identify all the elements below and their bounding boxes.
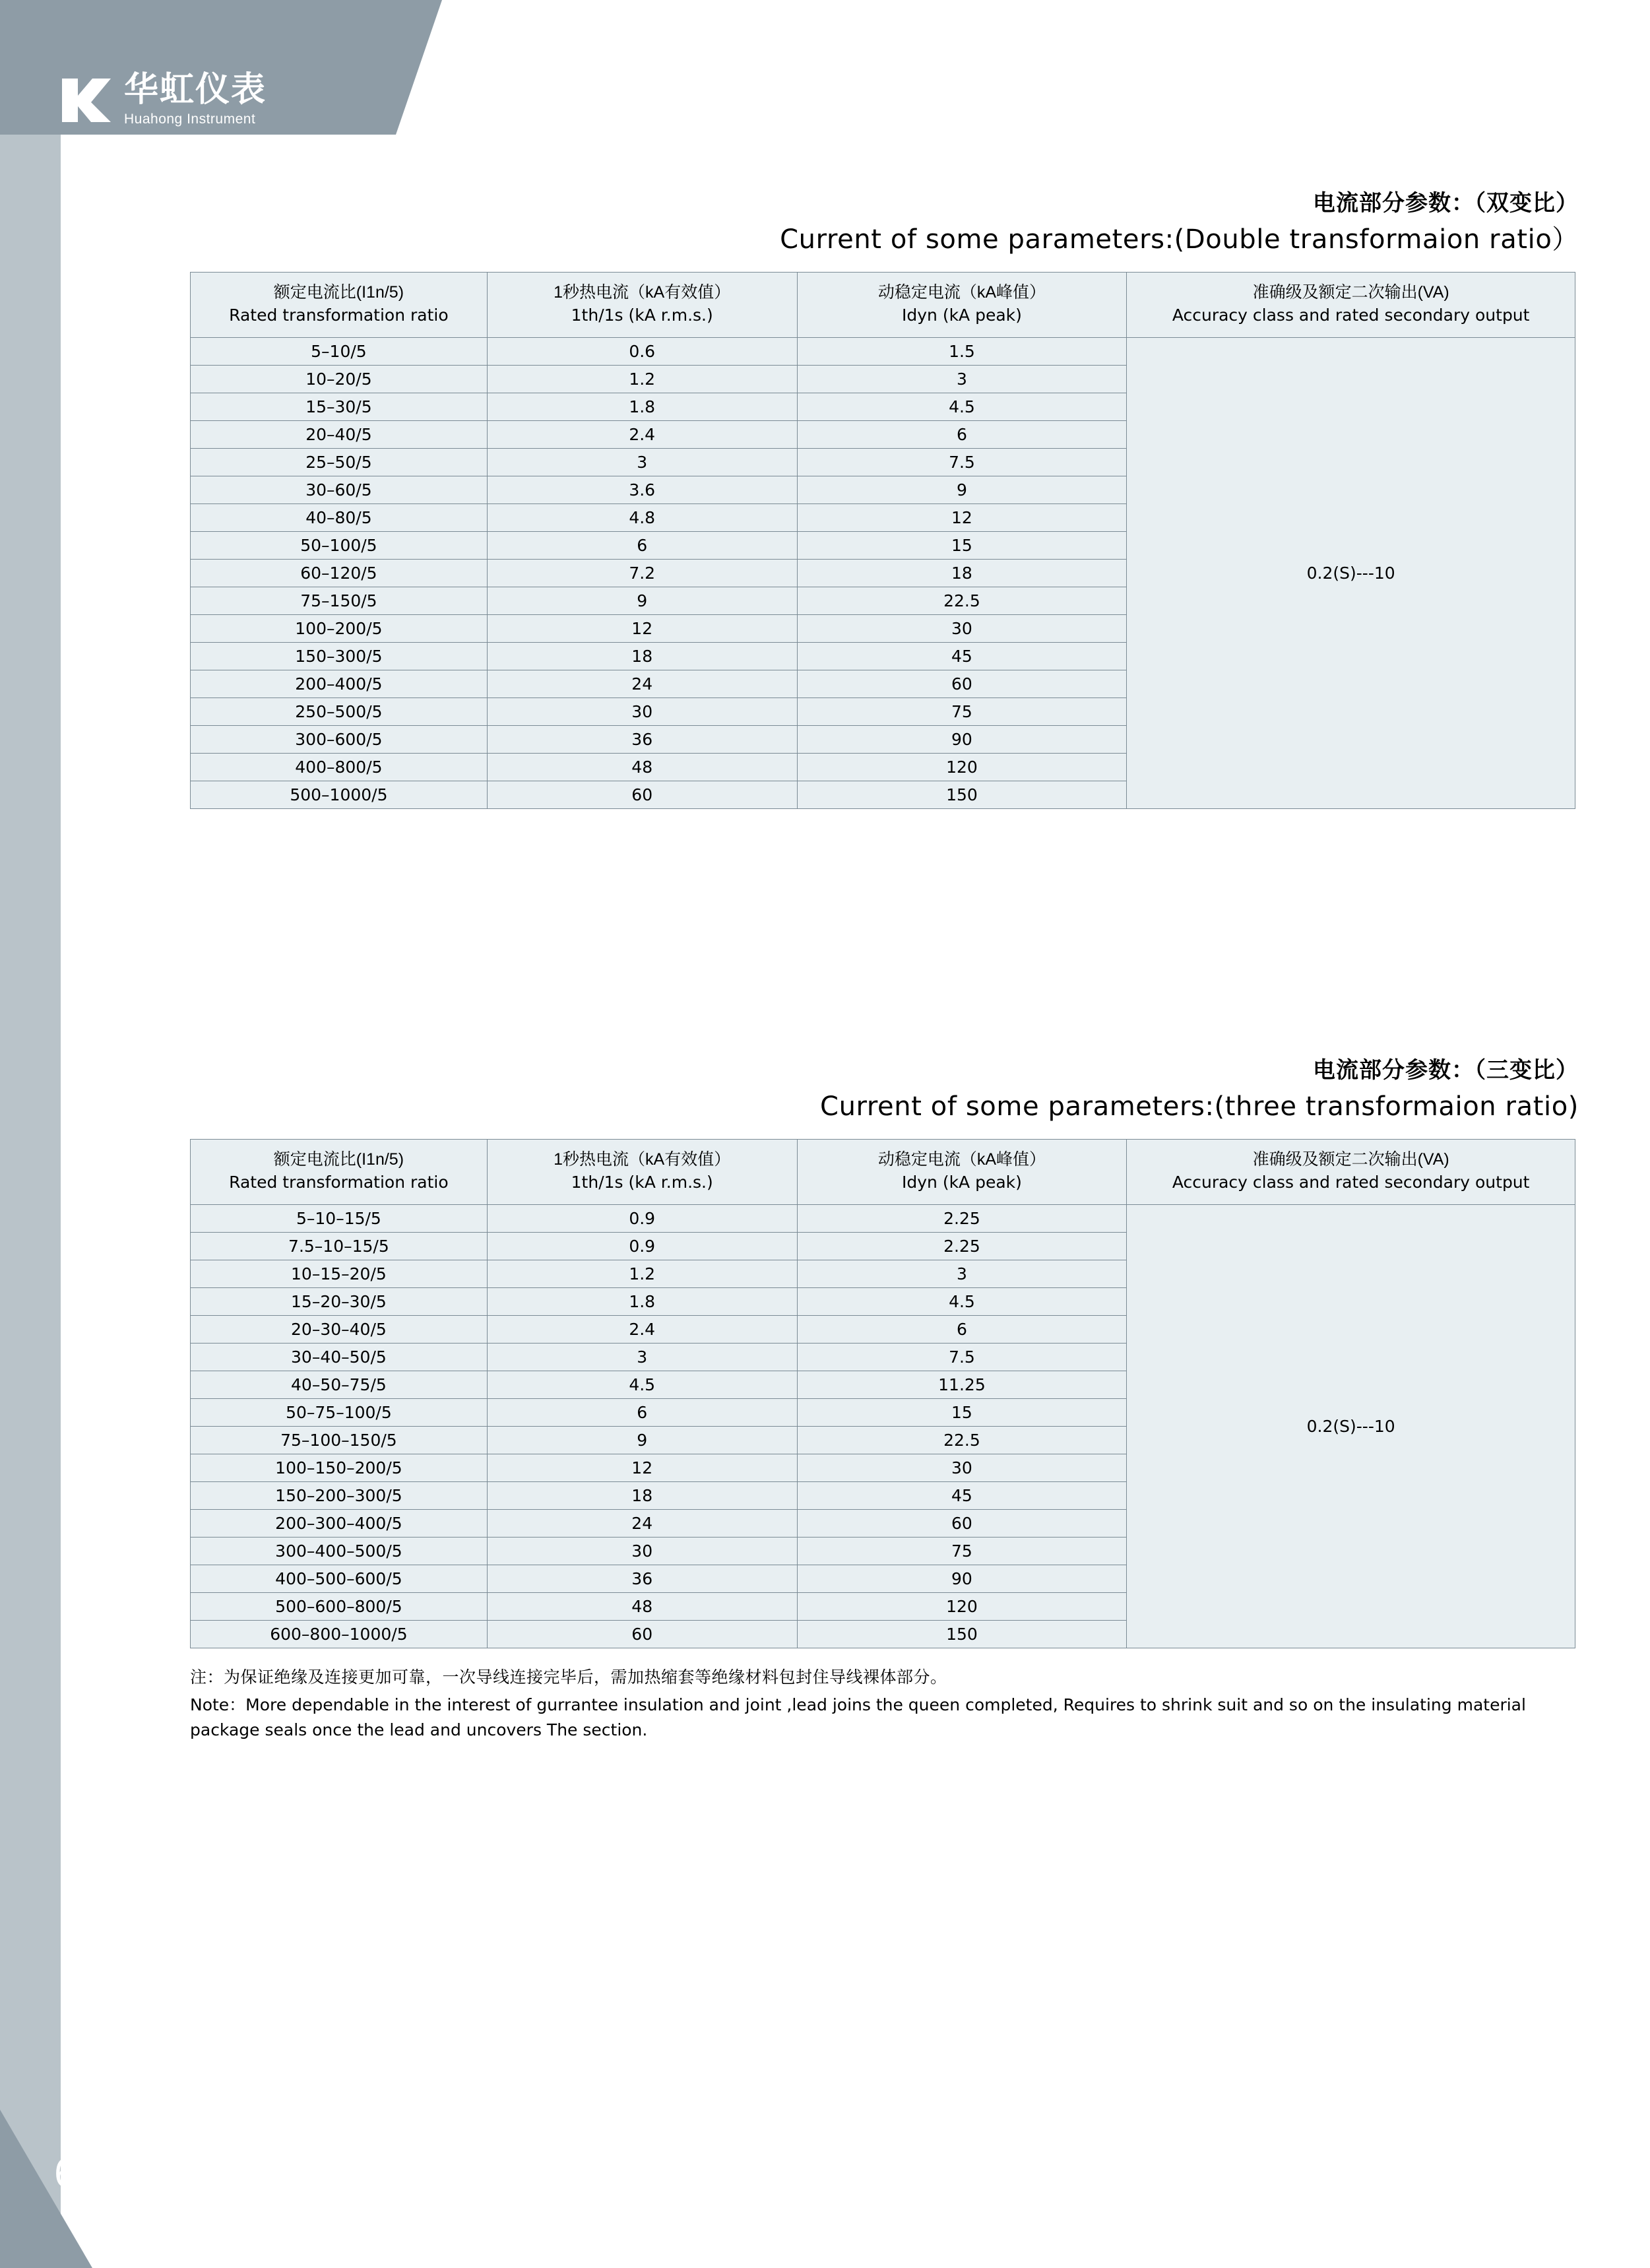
cell-ratio: 400–500–600/5	[191, 1565, 488, 1592]
cell-ratio: 75–100–150/5	[191, 1426, 488, 1454]
cell-ratio: 40–80/5	[191, 503, 488, 531]
cell-ratio: 5–10–15/5	[191, 1204, 488, 1232]
cell-dynamic: 3	[797, 365, 1127, 393]
cell-dynamic: 120	[797, 753, 1127, 781]
col-head-accuracy-en: Accuracy class and rated secondary output	[1172, 1172, 1530, 1192]
cell-thermal: 9	[487, 587, 797, 614]
left-margin-strip	[0, 135, 61, 2114]
cell-ratio: 25–50/5	[191, 448, 488, 476]
cell-ratio: 75–150/5	[191, 587, 488, 614]
cell-dynamic: 30	[797, 614, 1127, 642]
col-head-accuracy-cn: 准确级及额定二次输出(VA)	[1252, 283, 1449, 302]
cell-dynamic: 90	[797, 725, 1127, 753]
cell-ratio: 7.5–10–15/5	[191, 1232, 488, 1260]
cell-ratio: 600–800–1000/5	[191, 1620, 488, 1648]
cell-ratio: 500–600–800/5	[191, 1592, 488, 1620]
col-head-dynamic	[797, 1140, 1127, 1205]
table-header-row	[191, 273, 1575, 338]
cell-thermal: 2.4	[487, 420, 797, 448]
cell-thermal: 3	[487, 1343, 797, 1371]
cell-dynamic: 1.5	[797, 337, 1127, 365]
cell-ratio: 300–400–500/5	[191, 1537, 488, 1565]
cell-thermal: 0.9	[487, 1232, 797, 1260]
page-number: 66	[54, 2151, 101, 2196]
cell-ratio: 10–15–20/5	[191, 1260, 488, 1287]
cell-dynamic: 2.25	[797, 1204, 1127, 1232]
cell-thermal: 0.6	[487, 337, 797, 365]
cell-thermal: 36	[487, 725, 797, 753]
col-head-ratio-cn: 额定电流比(I1n/5)	[273, 283, 404, 302]
cell-dynamic: 75	[797, 697, 1127, 725]
cell-thermal: 36	[487, 1565, 797, 1592]
cell-dynamic: 45	[797, 1481, 1127, 1509]
cell-ratio: 150–300/5	[191, 642, 488, 670]
table-body-three	[191, 1204, 1575, 1648]
cell-thermal: 4.5	[487, 1371, 797, 1398]
cell-dynamic: 30	[797, 1454, 1127, 1481]
col-head-accuracy	[1127, 1140, 1575, 1205]
section-three-ratio	[61, 1056, 1650, 1742]
col-head-thermal-en: 1th/1s (kA r.m.s.)	[571, 1172, 713, 1192]
cell-dynamic: 120	[797, 1592, 1127, 1620]
footnote	[190, 1666, 1562, 1743]
section-1-titles	[61, 189, 1650, 257]
footnote-en: Note：More dependable in the interest of gurrantee insulation and joint ,lead joins the queen completed, Requires to shrink suit and so on the insulating material package seals once the lead and uncovers The section.	[190, 1695, 1526, 1739]
table-row	[191, 337, 1575, 365]
cell-thermal: 9	[487, 1426, 797, 1454]
col-head-thermal-cn: 1秒热电流（kA有效值）	[554, 283, 731, 302]
cell-ratio: 300–600/5	[191, 725, 488, 753]
cell-thermal: 30	[487, 1537, 797, 1565]
cell-ratio: 200–300–400/5	[191, 1509, 488, 1537]
col-head-dynamic-cn: 动稳定电流（kA峰值）	[877, 283, 1046, 302]
cell-ratio: 150–200–300/5	[191, 1481, 488, 1509]
cell-dynamic: 6	[797, 1315, 1127, 1343]
section-2-titles	[61, 1056, 1650, 1124]
col-head-ratio	[191, 1140, 488, 1205]
cell-ratio: 20–30–40/5	[191, 1315, 488, 1343]
table-body-double	[191, 337, 1575, 808]
table-row	[191, 1204, 1575, 1232]
cell-dynamic: 60	[797, 670, 1127, 697]
cell-thermal: 18	[487, 642, 797, 670]
cell-thermal: 30	[487, 697, 797, 725]
col-head-dynamic-cn: 动稳定电流（kA峰值）	[877, 1150, 1046, 1169]
col-head-thermal	[487, 273, 797, 338]
cell-thermal: 6	[487, 531, 797, 559]
cell-thermal: 3	[487, 448, 797, 476]
cell-thermal: 24	[487, 1509, 797, 1537]
col-head-ratio-en: Rated transformation ratio	[229, 1172, 449, 1192]
cell-ratio: 400–800/5	[191, 753, 488, 781]
cell-dynamic: 12	[797, 503, 1127, 531]
params-table-double	[190, 272, 1575, 809]
section-2-title-cn: 电流部分参数：（三变比）	[1313, 1058, 1579, 1083]
cell-dynamic: 15	[797, 531, 1127, 559]
col-head-accuracy-cn: 准确级及额定二次输出(VA)	[1252, 1150, 1449, 1169]
brand-logo	[58, 73, 267, 126]
col-head-ratio-en: Rated transformation ratio	[229, 305, 449, 325]
cell-ratio: 15–30/5	[191, 393, 488, 420]
cell-dynamic: 4.5	[797, 393, 1127, 420]
cell-thermal: 7.2	[487, 559, 797, 587]
col-head-dynamic-en: Idyn (kA peak)	[901, 1172, 1022, 1192]
cell-dynamic: 6	[797, 420, 1127, 448]
cell-thermal: 3.6	[487, 476, 797, 503]
footnote-cn: 注：为保证绝缘及连接更加可靠，一次导线连接完毕后，需加热缩套等绝缘材料包封住导线裸体部分。	[190, 1668, 947, 1687]
cell-thermal: 1.8	[487, 1287, 797, 1315]
cell-thermal: 1.2	[487, 365, 797, 393]
brand-name-en: Huahong Instrument	[124, 112, 256, 127]
col-head-dynamic-en: Idyn (kA peak)	[901, 305, 1022, 325]
cell-ratio: 250–500/5	[191, 697, 488, 725]
col-head-thermal-cn: 1秒热电流（kA有效值）	[554, 1150, 731, 1169]
cell-ratio: 500–1000/5	[191, 781, 488, 808]
col-head-ratio	[191, 273, 488, 338]
col-head-accuracy-en: Accuracy class and rated secondary output	[1172, 305, 1530, 325]
cell-accuracy: 0.2(S)---10	[1127, 337, 1575, 808]
section-1-title-en: Current of some parameters:(Double transformaion ratio）	[780, 224, 1579, 255]
table-header-row	[191, 1140, 1575, 1205]
cell-thermal: 4.8	[487, 503, 797, 531]
cell-dynamic: 11.25	[797, 1371, 1127, 1398]
section-1-title-cn: 电流部分参数：（双变比）	[1313, 191, 1579, 216]
cell-thermal: 12	[487, 1454, 797, 1481]
cell-dynamic: 22.5	[797, 1426, 1127, 1454]
cell-ratio: 30–40–50/5	[191, 1343, 488, 1371]
cell-ratio: 40–50–75/5	[191, 1371, 488, 1398]
cell-ratio: 5–10/5	[191, 337, 488, 365]
cell-thermal: 12	[487, 614, 797, 642]
cell-ratio: 60–120/5	[191, 559, 488, 587]
cell-thermal: 18	[487, 1481, 797, 1509]
cell-thermal: 6	[487, 1398, 797, 1426]
cell-dynamic: 2.25	[797, 1232, 1127, 1260]
cell-ratio: 100–200/5	[191, 614, 488, 642]
cell-thermal: 48	[487, 1592, 797, 1620]
col-head-thermal	[487, 1140, 797, 1205]
cell-dynamic: 7.5	[797, 1343, 1127, 1371]
cell-dynamic: 90	[797, 1565, 1127, 1592]
col-head-dynamic	[797, 273, 1127, 338]
cell-accuracy: 0.2(S)---10	[1127, 1204, 1575, 1648]
cell-dynamic: 60	[797, 1509, 1127, 1537]
params-table-three	[190, 1139, 1575, 1648]
cell-dynamic: 7.5	[797, 448, 1127, 476]
huahong-logo-icon	[58, 73, 115, 126]
cell-dynamic: 45	[797, 642, 1127, 670]
cell-thermal: 2.4	[487, 1315, 797, 1343]
cell-dynamic: 150	[797, 1620, 1127, 1648]
brand-labels	[124, 73, 267, 126]
cell-ratio: 10–20/5	[191, 365, 488, 393]
cell-dynamic: 18	[797, 559, 1127, 587]
cell-thermal: 0.9	[487, 1204, 797, 1232]
cell-ratio: 100–150–200/5	[191, 1454, 488, 1481]
cell-dynamic: 150	[797, 781, 1127, 808]
col-head-thermal-en: 1th/1s (kA r.m.s.)	[571, 305, 713, 325]
cell-dynamic: 75	[797, 1537, 1127, 1565]
cell-ratio: 50–100/5	[191, 531, 488, 559]
cell-thermal: 48	[487, 753, 797, 781]
cell-dynamic: 9	[797, 476, 1127, 503]
section-double-ratio	[61, 189, 1650, 809]
cell-thermal: 1.2	[487, 1260, 797, 1287]
cell-ratio: 15–20–30/5	[191, 1287, 488, 1315]
cell-ratio: 200–400/5	[191, 670, 488, 697]
cell-dynamic: 22.5	[797, 587, 1127, 614]
section-2-title-en: Current of some parameters:(three transformaion ratio)	[820, 1091, 1579, 1122]
cell-ratio: 20–40/5	[191, 420, 488, 448]
brand-name-cn: 华虹仪表	[124, 71, 267, 109]
cell-dynamic: 15	[797, 1398, 1127, 1426]
cell-thermal: 60	[487, 1620, 797, 1648]
cell-thermal: 1.8	[487, 393, 797, 420]
cell-dynamic: 4.5	[797, 1287, 1127, 1315]
cell-ratio: 30–60/5	[191, 476, 488, 503]
col-head-ratio-cn: 额定电流比(I1n/5)	[273, 1150, 404, 1169]
cell-ratio: 50–75–100/5	[191, 1398, 488, 1426]
cell-thermal: 24	[487, 670, 797, 697]
cell-thermal: 60	[487, 781, 797, 808]
cell-dynamic: 3	[797, 1260, 1127, 1287]
col-head-accuracy	[1127, 273, 1575, 338]
